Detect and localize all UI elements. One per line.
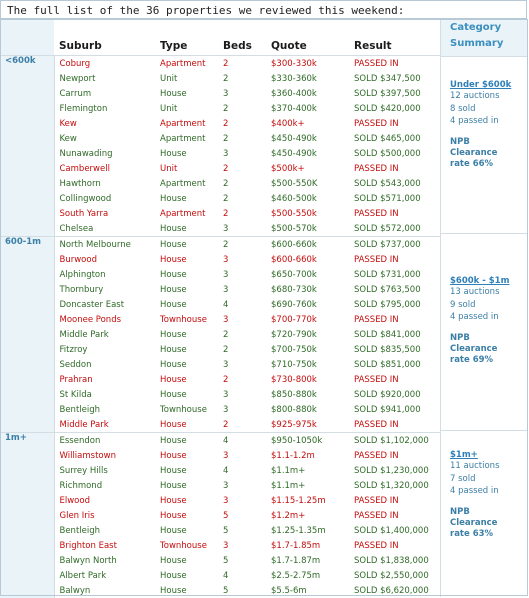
beds-cell: 3 <box>218 402 266 417</box>
result-cell: SOLD $2,550,000 <box>349 568 440 583</box>
type-cell: House <box>155 523 218 538</box>
type-cell: Unit <box>155 161 218 176</box>
type-cell: House <box>155 297 218 312</box>
suburb-cell: Nunawading <box>54 146 155 161</box>
category-header <box>0 19 54 56</box>
beds-cell: 3 <box>218 387 266 402</box>
summary-heading: Category Summary <box>441 19 528 56</box>
table-row <box>0 463 440 478</box>
type-cell: Apartment <box>155 56 218 72</box>
beds-cell: 3 <box>218 478 266 493</box>
passed-in-count: 4 passed in <box>450 311 528 324</box>
table-row <box>0 372 440 387</box>
suburb-cell: Burwood <box>54 252 155 267</box>
quote-cell: $450-490k <box>266 146 349 161</box>
type-cell: House <box>155 448 218 463</box>
suburb-cell: Elwood <box>54 493 155 508</box>
result-cell: PASSED IN <box>349 161 440 176</box>
page-title: The full list of the 36 properties we reviewed this weekend: <box>0 0 527 19</box>
table-row <box>0 342 440 357</box>
summary-block <box>441 430 528 596</box>
suburb-cell: Balwyn North <box>54 553 155 568</box>
quote-cell: $600-660k <box>266 252 349 267</box>
auction-count: 11 auctions <box>450 460 528 473</box>
table-row <box>0 252 440 267</box>
table-row <box>0 387 440 402</box>
table-row <box>0 357 440 372</box>
result-cell: SOLD $1,320,000 <box>349 478 440 493</box>
quote-cell: $730-800k <box>266 372 349 387</box>
type-cell: Unit <box>155 71 218 86</box>
suburb-cell: Camberwell <box>54 161 155 176</box>
result-cell: SOLD $1,400,000 <box>349 523 440 538</box>
beds-cell: 3 <box>218 282 266 297</box>
summary-block <box>441 233 528 430</box>
type-cell: Townhouse <box>155 312 218 327</box>
table-row <box>0 267 440 282</box>
npb-label: NPB <box>450 333 528 344</box>
suburb-cell: North Melbourne <box>54 237 155 253</box>
quote-cell: $650-700k <box>266 267 349 282</box>
suburb-cell: Richmond <box>54 478 155 493</box>
result-cell: SOLD $841,000 <box>349 327 440 342</box>
type-cell: House <box>155 237 218 253</box>
result-cell: SOLD $920,000 <box>349 387 440 402</box>
type-cell: House <box>155 493 218 508</box>
beds-cell: 2 <box>218 327 266 342</box>
table-row <box>0 493 440 508</box>
type-cell: House <box>155 252 218 267</box>
suburb-cell: Carrum <box>54 86 155 101</box>
quote-cell: $600-660k <box>266 237 349 253</box>
suburb-cell: Collingwood <box>54 191 155 206</box>
table-row <box>0 523 440 538</box>
quote-cell: $1.15-1.25m <box>266 493 349 508</box>
result-cell: SOLD $835,500 <box>349 342 440 357</box>
type-cell: House <box>155 267 218 282</box>
quote-cell: $1.25-1.35m <box>266 523 349 538</box>
suburb-cell: Kew <box>54 131 155 146</box>
table-row <box>0 206 440 221</box>
table-row <box>0 176 440 191</box>
beds-cell: 2 <box>218 237 266 253</box>
passed-in-count: 4 passed in <box>450 485 528 498</box>
result-cell: PASSED IN <box>349 448 440 463</box>
suburb-cell: Bentleigh <box>54 523 155 538</box>
type-cell: House <box>155 146 218 161</box>
sold-count: 7 sold <box>450 473 528 486</box>
beds-cell: 3 <box>218 538 266 553</box>
type-cell: House <box>155 568 218 583</box>
quote-cell: $690-760k <box>266 297 349 312</box>
type-cell: House <box>155 342 218 357</box>
table-row <box>0 297 440 312</box>
suburb-cell: Alphington <box>54 267 155 282</box>
result-cell: PASSED IN <box>349 493 440 508</box>
table-row <box>0 56 440 72</box>
result-cell: SOLD $397,500 <box>349 86 440 101</box>
table-row <box>0 583 440 598</box>
table-row <box>0 161 440 176</box>
table-row <box>0 448 440 463</box>
quote-cell: $2.5-2.75m <box>266 568 349 583</box>
type-cell: House <box>155 508 218 523</box>
beds-cell: 3 <box>218 448 266 463</box>
table-row <box>0 282 440 297</box>
sold-count: 9 sold <box>450 299 528 312</box>
type-header: Type <box>155 19 218 56</box>
type-cell: House <box>155 417 218 433</box>
price-category-label: 600-1m <box>0 237 54 433</box>
category-link[interactable]: Under $600k <box>450 80 528 90</box>
result-cell: SOLD $941,000 <box>349 402 440 417</box>
beds-cell: 2 <box>218 56 266 72</box>
result-cell: PASSED IN <box>349 417 440 433</box>
beds-cell: 3 <box>218 252 266 267</box>
suburb-cell: Williamstown <box>54 448 155 463</box>
properties-table <box>0 19 440 598</box>
beds-cell: 3 <box>218 357 266 372</box>
suburb-cell: Coburg <box>54 56 155 72</box>
passed-in-count: 4 passed in <box>450 115 528 128</box>
result-cell: PASSED IN <box>349 312 440 327</box>
type-cell: Apartment <box>155 131 218 146</box>
clearance-rate: rate 63% <box>450 529 528 540</box>
type-cell: Apartment <box>155 206 218 221</box>
type-cell: House <box>155 86 218 101</box>
clearance-label: Clearance <box>450 148 528 159</box>
result-cell: PASSED IN <box>349 206 440 221</box>
suburb-cell: Balwyn <box>54 583 155 598</box>
quote-cell: $5.5-6m <box>266 583 349 598</box>
suburb-cell: Doncaster East <box>54 297 155 312</box>
result-cell: SOLD $347,500 <box>349 71 440 86</box>
quote-cell: $1.1m+ <box>266 463 349 478</box>
table-row <box>0 86 440 101</box>
beds-cell: 3 <box>218 146 266 161</box>
type-cell: House <box>155 372 218 387</box>
quote-cell: $680-730k <box>266 282 349 297</box>
result-cell: SOLD $543,000 <box>349 176 440 191</box>
result-cell: SOLD $571,000 <box>349 191 440 206</box>
beds-cell: 2 <box>218 131 266 146</box>
beds-cell: 3 <box>218 221 266 237</box>
sold-count: 8 sold <box>450 103 528 116</box>
table-row <box>0 191 440 206</box>
quote-cell: $500-570k <box>266 221 349 237</box>
beds-cell: 3 <box>218 267 266 282</box>
quote-cell: $1.1-1.2m <box>266 448 349 463</box>
quote-header: Quote <box>266 19 349 56</box>
result-cell: PASSED IN <box>349 538 440 553</box>
quote-cell: $450-490k <box>266 131 349 146</box>
quote-cell: $1.2m+ <box>266 508 349 523</box>
quote-cell: $800-880k <box>266 402 349 417</box>
result-cell: SOLD $737,000 <box>349 237 440 253</box>
table-row <box>0 71 440 86</box>
beds-cell: 2 <box>218 191 266 206</box>
result-cell: SOLD $851,000 <box>349 357 440 372</box>
quote-cell: $710-750k <box>266 357 349 372</box>
table-header-row <box>0 19 440 56</box>
table-row <box>0 508 440 523</box>
type-cell: House <box>155 327 218 342</box>
beds-cell: 2 <box>218 71 266 86</box>
suburb-cell: Hawthorn <box>54 176 155 191</box>
quote-cell: $500-550k <box>266 206 349 221</box>
beds-cell: 5 <box>218 523 266 538</box>
result-cell: SOLD $731,000 <box>349 267 440 282</box>
type-cell: House <box>155 433 218 449</box>
suburb-cell: Thornbury <box>54 282 155 297</box>
beds-cell: 2 <box>218 206 266 221</box>
suburb-cell: Flemington <box>54 101 155 116</box>
beds-cell: 3 <box>218 493 266 508</box>
quote-cell: $925-975k <box>266 417 349 433</box>
beds-cell: 4 <box>218 463 266 478</box>
quote-cell: $700-770k <box>266 312 349 327</box>
clearance-rate: rate 69% <box>450 355 528 366</box>
clearance-rate: rate 66% <box>450 159 528 170</box>
table-row <box>0 478 440 493</box>
beds-cell: 5 <box>218 553 266 568</box>
beds-cell: 2 <box>218 176 266 191</box>
quote-cell: $720-790k <box>266 327 349 342</box>
beds-cell: 3 <box>218 86 266 101</box>
auction-count: 13 auctions <box>450 286 528 299</box>
quote-cell: $330-360k <box>266 71 349 86</box>
result-cell: PASSED IN <box>349 56 440 72</box>
beds-cell: 2 <box>218 116 266 131</box>
suburb-cell: Chelsea <box>54 221 155 237</box>
suburb-cell: Seddon <box>54 357 155 372</box>
result-cell: SOLD $763,500 <box>349 282 440 297</box>
beds-cell: 5 <box>218 583 266 598</box>
suburb-header: Suburb <box>54 19 155 56</box>
category-summary <box>440 19 529 597</box>
type-cell: House <box>155 387 218 402</box>
beds-cell: 4 <box>218 297 266 312</box>
price-category-label: 1m+ <box>0 433 54 598</box>
category-link[interactable]: $600k - $1m <box>450 276 528 286</box>
type-cell: House <box>155 357 218 372</box>
suburb-cell: Moonee Ponds <box>54 312 155 327</box>
type-cell: Apartment <box>155 176 218 191</box>
table-row <box>0 312 440 327</box>
type-cell: Townhouse <box>155 538 218 553</box>
table-row <box>0 131 440 146</box>
result-cell: PASSED IN <box>349 372 440 387</box>
table-row <box>0 116 440 131</box>
table-row <box>0 146 440 161</box>
quote-cell: $950-1050k <box>266 433 349 449</box>
suburb-cell: Prahran <box>54 372 155 387</box>
table-row <box>0 538 440 553</box>
result-cell: SOLD $1,230,000 <box>349 463 440 478</box>
table-row <box>0 417 440 433</box>
quote-cell: $1.7-1.85m <box>266 538 349 553</box>
result-header: Result <box>349 19 440 56</box>
suburb-cell: Surrey Hills <box>54 463 155 478</box>
table-row <box>0 553 440 568</box>
type-cell: House <box>155 583 218 598</box>
quote-cell: $850-880k <box>266 387 349 402</box>
quote-cell: $500-550K <box>266 176 349 191</box>
suburb-cell: Middle Park <box>54 327 155 342</box>
quote-cell: $1.1m+ <box>266 478 349 493</box>
result-cell: SOLD $1,102,000 <box>349 433 440 449</box>
suburb-cell: Newport <box>54 71 155 86</box>
quote-cell: $400k+ <box>266 116 349 131</box>
result-cell: SOLD $572,000 <box>349 221 440 237</box>
quote-cell: $500k+ <box>266 161 349 176</box>
type-cell: House <box>155 463 218 478</box>
suburb-cell: South Yarra <box>54 206 155 221</box>
quote-cell: $700-750k <box>266 342 349 357</box>
table-row <box>0 568 440 583</box>
table-row <box>0 327 440 342</box>
category-link[interactable]: $1m+ <box>450 450 528 460</box>
type-cell: Apartment <box>155 116 218 131</box>
type-cell: House <box>155 282 218 297</box>
suburb-cell: Albert Park <box>54 568 155 583</box>
result-cell: SOLD $795,000 <box>349 297 440 312</box>
beds-cell: 2 <box>218 372 266 387</box>
type-cell: Unit <box>155 101 218 116</box>
quote-cell: $300-330k <box>266 56 349 72</box>
suburb-cell: Glen Iris <box>54 508 155 523</box>
quote-cell: $460-500k <box>266 191 349 206</box>
summary-block <box>441 56 528 233</box>
type-cell: House <box>155 553 218 568</box>
type-cell: House <box>155 221 218 237</box>
result-cell: PASSED IN <box>349 116 440 131</box>
table-row <box>0 237 440 253</box>
auction-count: 12 auctions <box>450 90 528 103</box>
result-cell: PASSED IN <box>349 252 440 267</box>
quote-cell: $370-400k <box>266 101 349 116</box>
result-cell: SOLD $6,620,000 <box>349 583 440 598</box>
clearance-label: Clearance <box>450 344 528 355</box>
table-row <box>0 402 440 417</box>
table-row <box>0 101 440 116</box>
result-cell: SOLD $1,838,000 <box>349 553 440 568</box>
result-cell: PASSED IN <box>349 508 440 523</box>
beds-cell: 4 <box>218 568 266 583</box>
suburb-cell: Fitzroy <box>54 342 155 357</box>
npb-label: NPB <box>450 137 528 148</box>
suburb-cell: Bentleigh <box>54 402 155 417</box>
table-row <box>0 433 440 449</box>
type-cell: House <box>155 191 218 206</box>
result-cell: SOLD $500,000 <box>349 146 440 161</box>
npb-label: NPB <box>450 507 528 518</box>
result-cell: SOLD $465,000 <box>349 131 440 146</box>
clearance-label: Clearance <box>450 518 528 529</box>
quote-cell: $1.7-1.87m <box>266 553 349 568</box>
quote-cell: $360-400k <box>266 86 349 101</box>
beds-cell: 5 <box>218 508 266 523</box>
suburb-cell: Middle Park <box>54 417 155 433</box>
suburb-cell: Kew <box>54 116 155 131</box>
type-cell: Townhouse <box>155 402 218 417</box>
beds-cell: 2 <box>218 342 266 357</box>
beds-header: Beds <box>218 19 266 56</box>
suburb-cell: St Kilda <box>54 387 155 402</box>
beds-cell: 3 <box>218 312 266 327</box>
table-row <box>0 221 440 237</box>
suburb-cell: Essendon <box>54 433 155 449</box>
beds-cell: 4 <box>218 433 266 449</box>
result-cell: SOLD $420,000 <box>349 101 440 116</box>
beds-cell: 2 <box>218 101 266 116</box>
suburb-cell: Brighton East <box>54 538 155 553</box>
type-cell: House <box>155 478 218 493</box>
beds-cell: 2 <box>218 417 266 433</box>
price-category-label: <600k <box>0 56 54 237</box>
beds-cell: 2 <box>218 161 266 176</box>
